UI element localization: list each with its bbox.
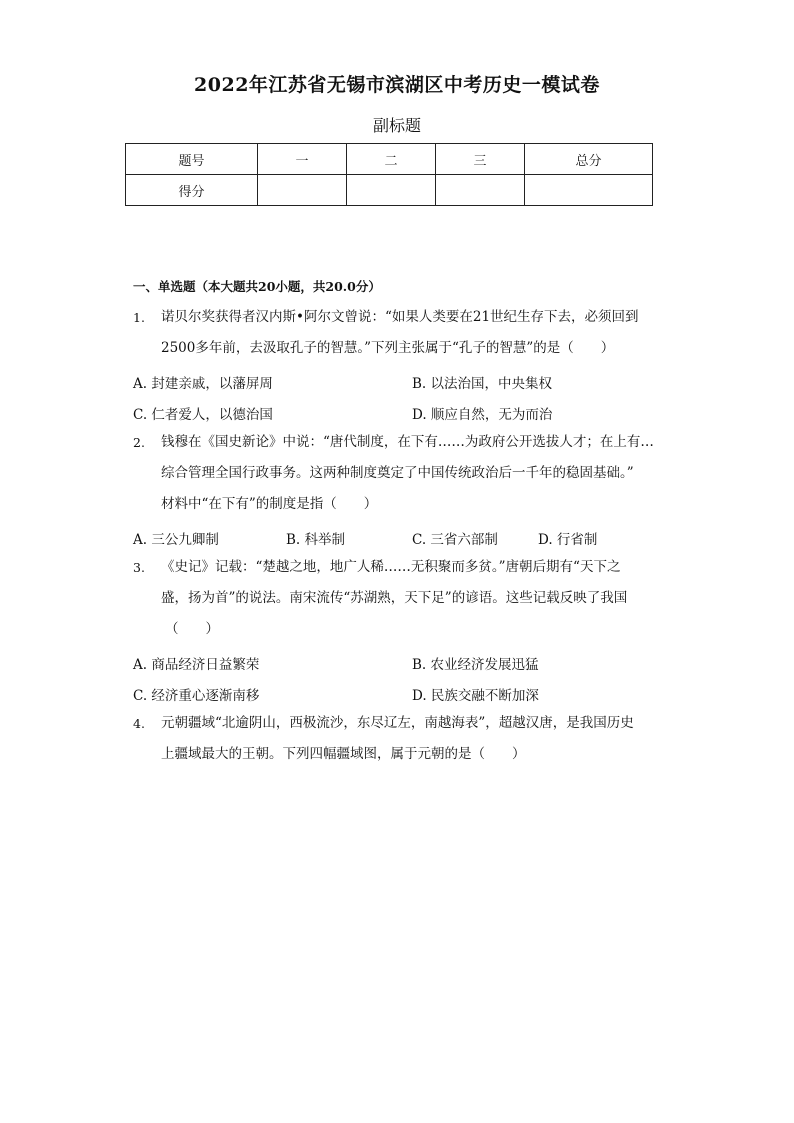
option-c: C. 经济重心逐渐南移 <box>133 688 260 704</box>
score-header-cell: 题号 <box>126 144 258 175</box>
score-header-cell: 一 <box>258 144 347 175</box>
score-cell <box>436 175 525 206</box>
question-text-line: 综合管理全国行政事务。这两种制度奠定了中国传统政治后一千年的稳固基础。” <box>161 465 634 481</box>
question-text-line: 2500多年前，去汲取孔子的智慧。”下列主张属于“孔子的智慧”的是（ ） <box>161 340 615 356</box>
option-b: B. 农业经济发展迅猛 <box>412 657 539 673</box>
score-cell <box>525 175 653 206</box>
score-header-cell: 总分 <box>525 144 653 175</box>
question-text-line: 《史记》记载：“楚越之地，地广人稀……无积聚而多贫。”唐朝后期有“天下之 <box>161 559 621 575</box>
question-text-line: 材料中“在下有”的制度是指（ ） <box>161 496 378 512</box>
question-text-line: （ ） <box>165 621 219 637</box>
option-b: B. 科举制 <box>286 532 346 548</box>
score-row-label: 得分 <box>126 175 258 206</box>
option-d: D. 行省制 <box>538 532 598 548</box>
question-text-line: 钱穆在《国史新论》中说：“唐代制度，在下有……为政府公开选拔人才；在上有… <box>161 434 654 450</box>
question-text-line: 元朝疆域“北逾阴山，西极流沙，东尽辽左，南越海表”，超越汉唐，是我国历史 <box>161 715 634 731</box>
score-header-cell: 二 <box>347 144 436 175</box>
option-a: A. 商品经济日益繁荣 <box>133 657 260 673</box>
option-c: C. 仁者爱人，以德治国 <box>133 407 273 423</box>
score-table-score-row <box>126 175 653 206</box>
score-table-header-row <box>126 144 653 175</box>
question-number: 3. <box>133 560 145 575</box>
option-c: C. 三省六部制 <box>412 532 498 548</box>
question-text-line: 盛，扬为首”的说法。南宋流传“苏湖熟，天下足”的谚语。这些记载反映了我国 <box>161 590 628 606</box>
section-heading <box>133 277 381 295</box>
option-d: D. 民族交融不断加深 <box>412 688 539 704</box>
score-cell <box>347 175 436 206</box>
section-title: 一、单选题（本大题共20小题，共20.0分） <box>133 279 381 294</box>
question-number: 2. <box>133 435 145 450</box>
question-text-line: 上疆域最大的王朝。下列四幅疆域图，属于元朝的是（ ） <box>161 746 526 762</box>
option-b: B. 以法治国，中央集权 <box>412 376 553 392</box>
option-a: A. 三公九卿制 <box>133 532 219 548</box>
question-number: 4. <box>133 716 145 731</box>
exam-title: 2022年江苏省无锡市滨湖区中考历史一模试卷 <box>194 74 600 96</box>
score-header-cell: 三 <box>436 144 525 175</box>
question-number: 1. <box>133 310 145 325</box>
question-text-line: 诺贝尔奖获得者汉内斯•阿尔文曾说：“如果人类要在21世纪生存下去，必须回到 <box>161 309 639 325</box>
option-a: A. 封建亲戚，以藩屏周 <box>133 376 273 392</box>
score-cell <box>258 175 347 206</box>
option-d: D. 顺应自然，无为而治 <box>412 407 553 423</box>
exam-subtitle: 副标题 <box>372 116 421 135</box>
score-table <box>125 143 653 206</box>
